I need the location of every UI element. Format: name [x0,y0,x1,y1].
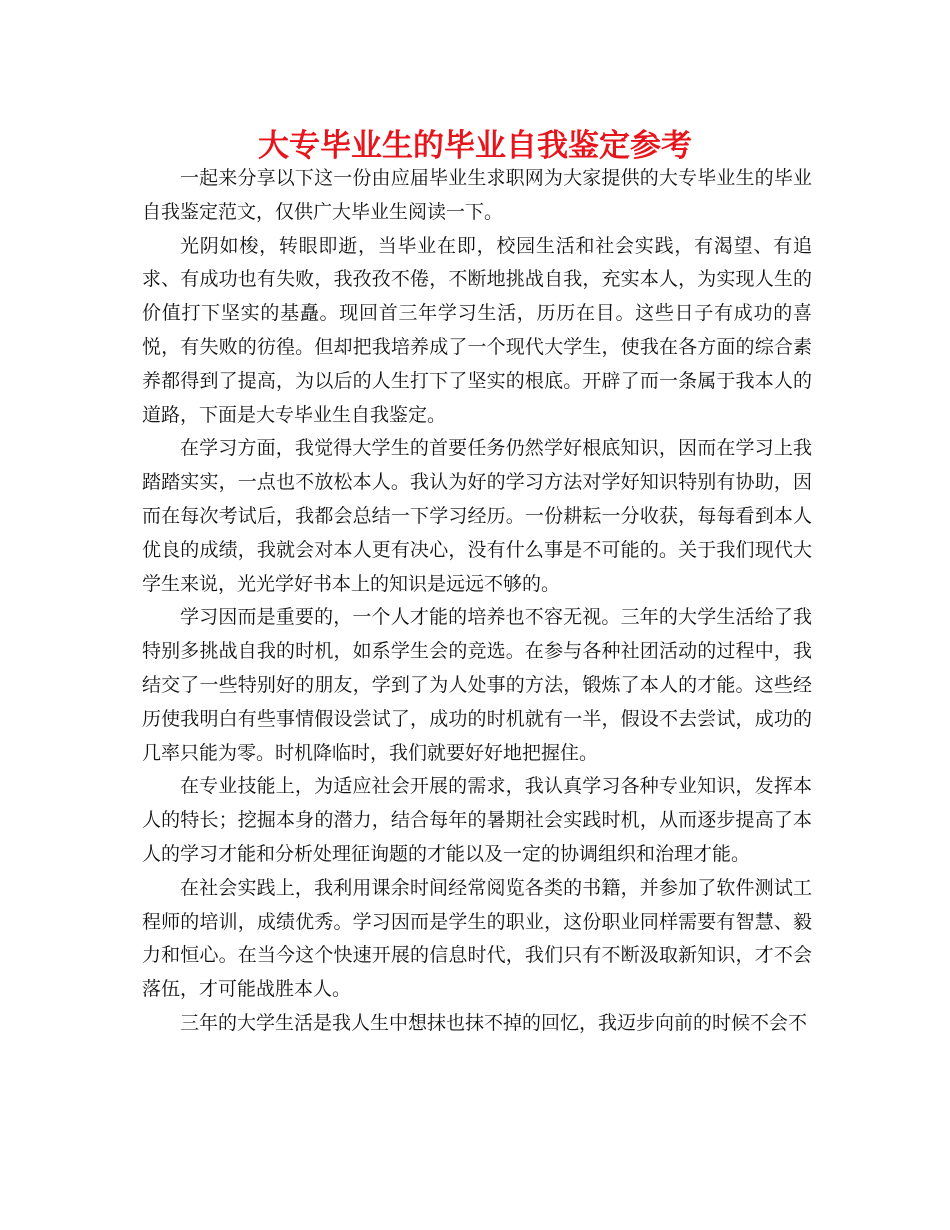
paragraph-closing: 三年的大学生活是我人生中想抹也抹不掉的回忆，我迈步向前的时候不会不 [180,1011,808,1034]
paragraph-skills: 在专业技能上，为适应社会开展的需求，我认真学习各种专业知识，发挥本人的特长；挖掘本身的潜力，结合每年的暑期社会实践时机，从而逐步提高了本人的学习才能和分析处理征询题的才能以及一定的协调组织和治理才能。 [142,775,812,865]
document-title: 大专毕业生的毕业自我鉴定参考 [258,128,692,164]
paragraph-abilities: 学习因而是重要的，一个人才能的培养也不容无视。三年的大学生活给了我特别多挑战自我的时机，如系学生会的竞选。在参与各种社团活动的过程中，我结交了一些特别好的朋友，学到了为人处事的方法，锻炼了本人的才能。这些经历使我明白有些事情假设尝试了，成功的时机就有一半，假设不去尝试，成功的几率只能为零。时机降临时，我们就要好好地把握住。 [142,606,812,764]
document-body [142,162,812,1041]
paragraph-overview: 光阴如梭，转眼即逝，当毕业在即，校园生活和社会实践，有渴望、有追求、有成功也有失败，我孜孜不倦，不断地挑战自我，充实本人，为实现人生的价值打下坚实的基矗。现回首三年学习生活，历历在目。这些日子有成功的喜悦，有失败的彷徨。但却把我培养成了一个现代大学生，使我在各方面的综合素养都得到了提高，为以后的人生打下了坚实的根底。开辟了而一条属于我本人的道路，下面是大专毕业生自我鉴定。 [142,234,812,426]
paragraph-practice: 在社会实践上，我利用课余时间经常阅览各类的书籍，并参加了软件测试工程师的培训，成绩优秀。学习因而是学生的职业，这份职业同样需要有智慧、毅力和恒心。在当今这个快速开展的信息时代，我们只有不断汲取新知识，才不会落伍，才可能战胜本人。 [142,876,812,1001]
paragraph-study: 在学习方面，我觉得大学生的首要任务仍然学好根底知识，因而在学习上我踏踏实实，一点也不放松本人。我认为好的学习方法对学好知识特别有协助，因而在每次考试后，我都会总结一下学习经历。一份耕耘一分收获，每每看到本人优良的成绩，我就会对本人更有决心，没有什么事是不可能的。关于我们现代大学生来说，光光学好书本上的知识是远远不够的。 [142,437,812,595]
paragraph-intro: 一起来分享以下这一份由应届毕业生求职网为大家提供的大专毕业生的毕业自我鉴定范文，仅供广大毕业生阅读一下。 [142,167,812,223]
